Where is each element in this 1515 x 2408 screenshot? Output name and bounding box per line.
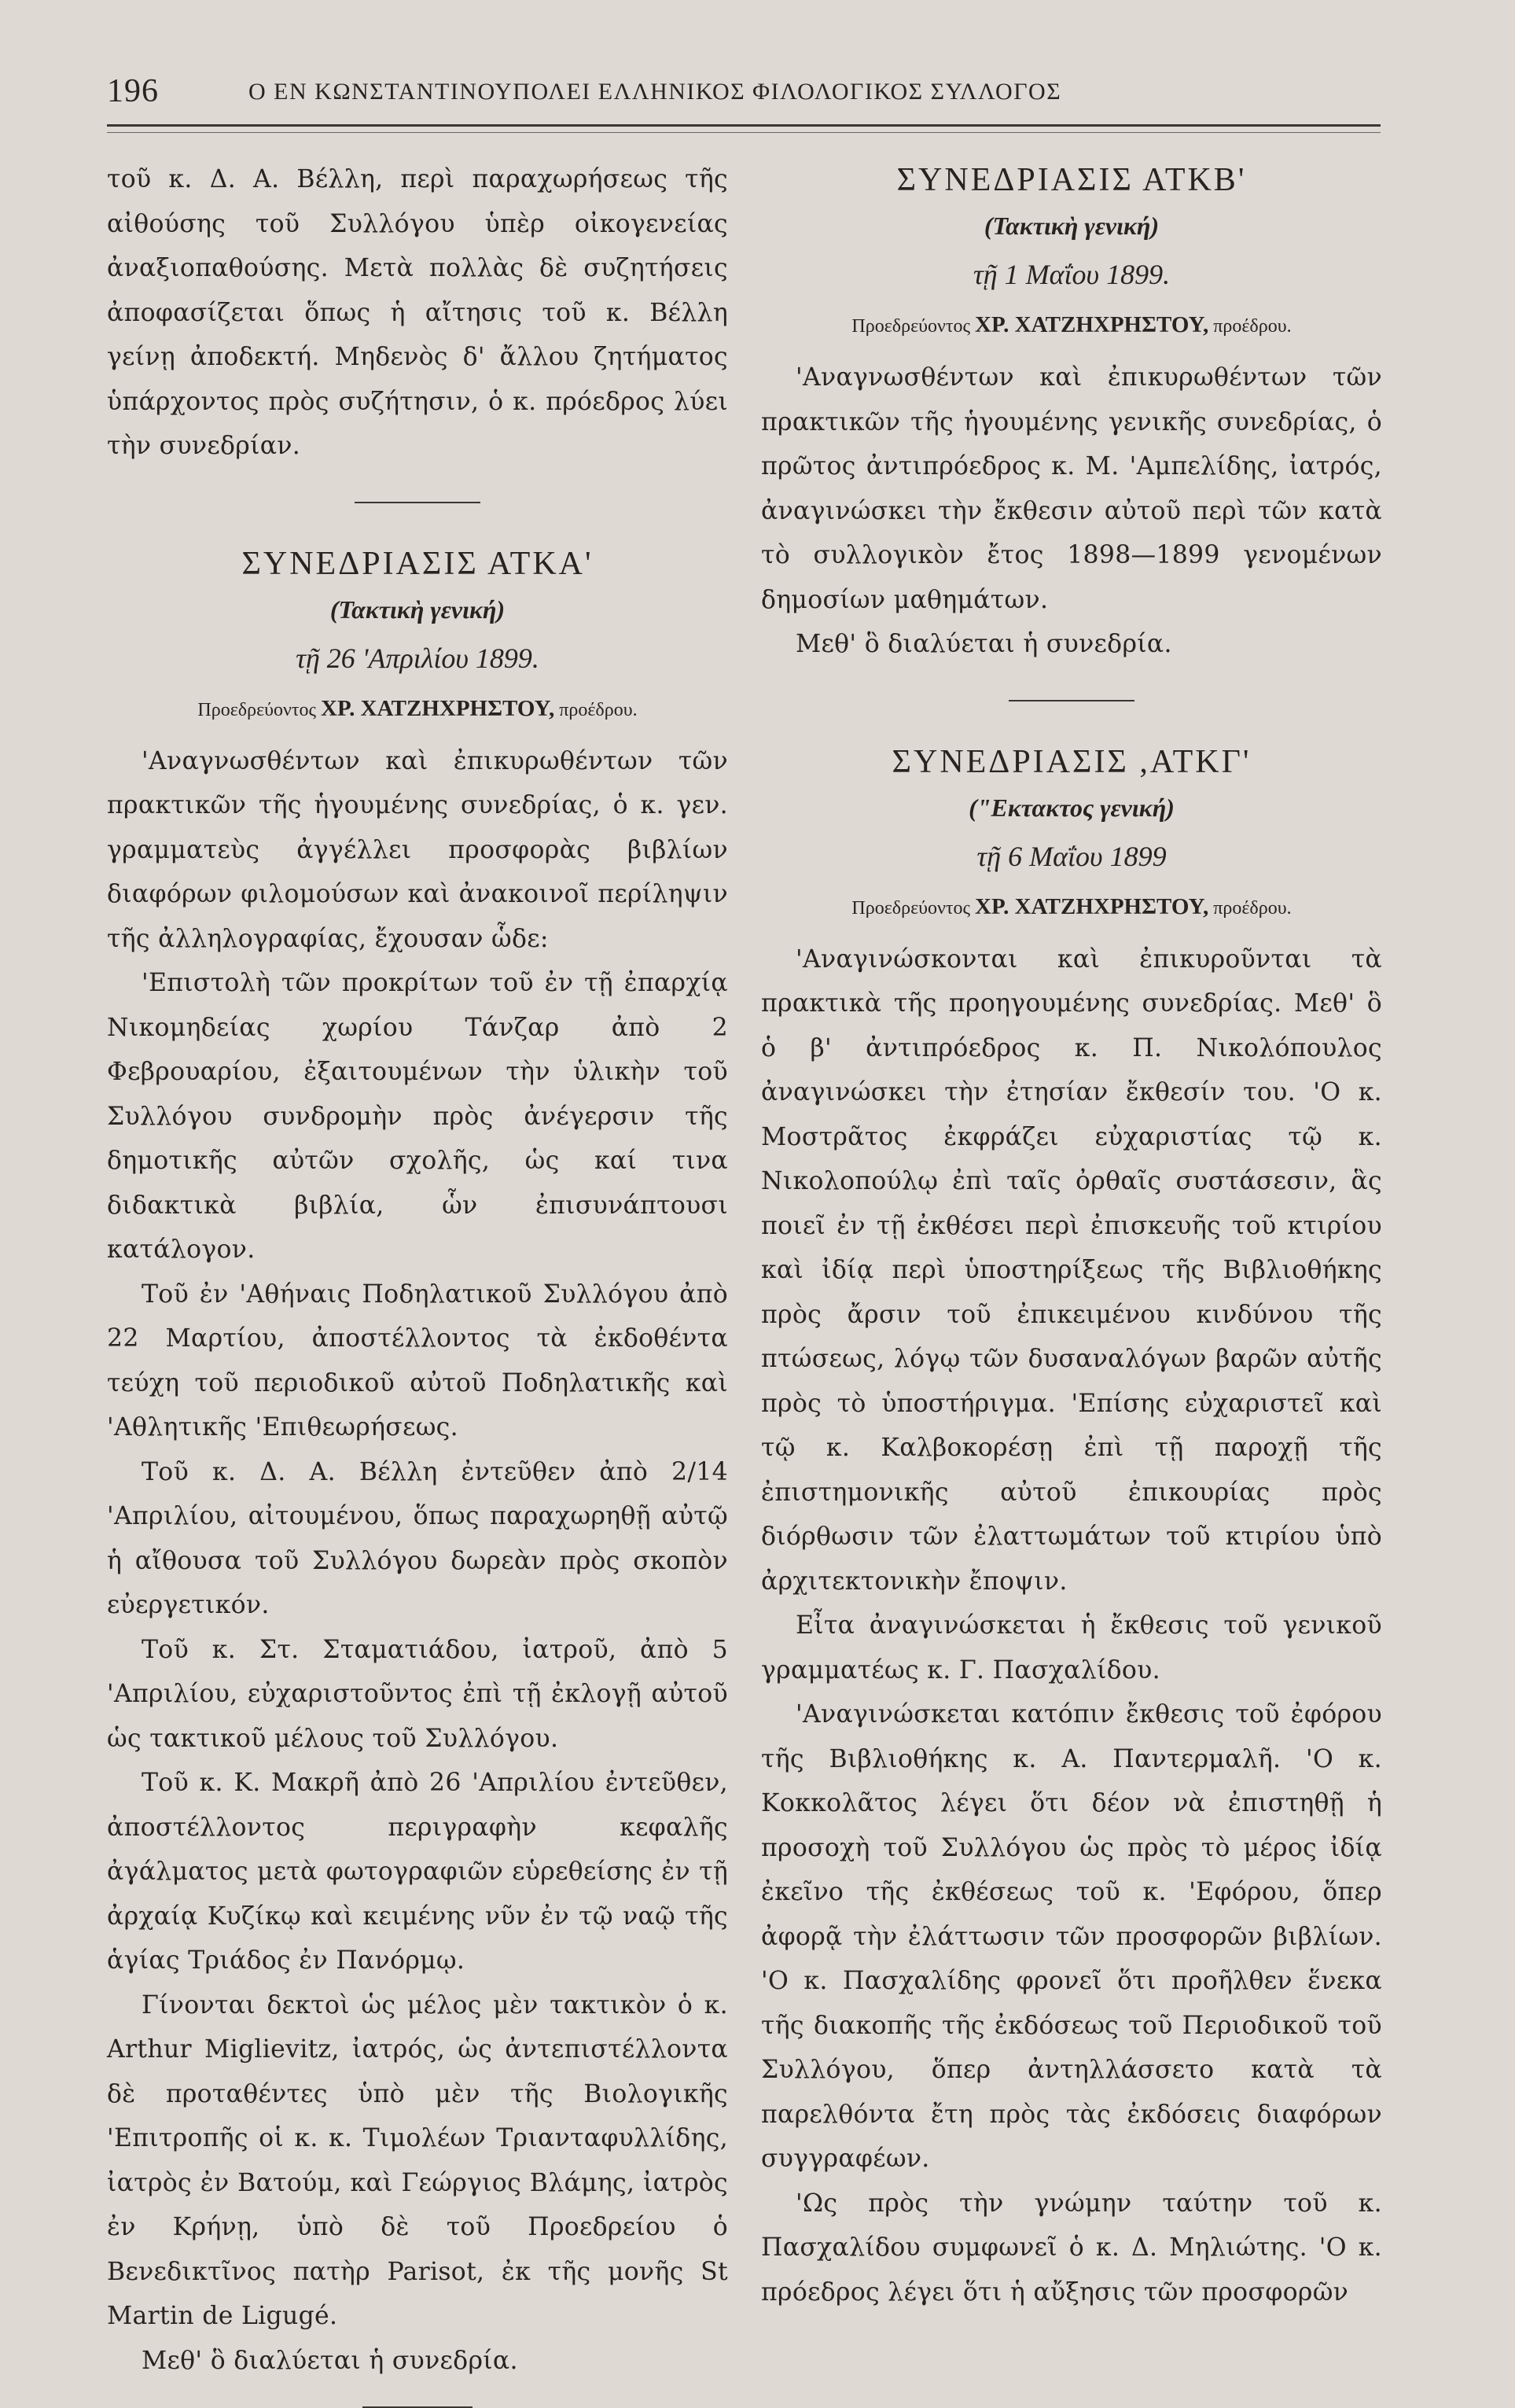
paragraph: 'Αναγνωσθέντων καὶ ἐπικυρωθέντων τῶν πρακτικῶν τῆς ἡγουμένης γενικῆς συνεδρίας, ὁ πρῶτος ἀντιπρόεδρος κ. Μ. 'Αμπελίδης, ἰατρός, ἀναγινώσκει τὴν ἔκθεσιν αὐτοῦ περὶ τῶν κατὰ τὸ συλλογικὸν ἔτος 1898—1899 γενομένων δημοσίων μαθημάτων.	[761, 363, 1382, 614]
paragraph: 'Ως πρὸς τὴν γνώμην ταύτην τοῦ κ. Πασχαλίδου συμφωνεῖ ὁ κ. Δ. Μηλιώτης. 'Ο κ. πρόεδρος λέγει ὅτι ἡ αὔξησις τῶν προσφορῶν	[761, 2189, 1382, 2307]
paragraph: Τοῦ κ. Κ. Μακρῆ ἀπὸ 26 'Απριλίου ἐντεῦθεν, ἀποστέλλοντος περιγραφὴν κεφαλῆς ἀγάλματος μετὰ φωτογραφιῶν εὑρεθείσης ἐν τῇ ἀρχαίᾳ Κυζίκῳ καὶ κειμένης νῦν ἐν τῷ ναῷ τῆς ἁγίας Τριάδος ἐν Πανόρμῳ.	[107, 1769, 728, 1975]
page-number: 196	[107, 73, 159, 109]
chair-prefix: Προεδρεύοντος	[197, 699, 317, 720]
chair-name: ΧΡ. ΧΑΤΖΗΧΡΗΣΤΟΥ,	[975, 893, 1209, 919]
session-type: (Τακτικὴ γενική)	[329, 595, 506, 624]
paragraph: 'Αναγινώσκονται καὶ ἐπικυροῦνται τὰ πρακτικὰ τῆς προηγουμένης συνεδρίας. Μεθ' ὃ ὁ β' ἀντιπρόεδρος κ. Π. Νικολόπουλος ἀναγινώσκει τὴν ἐτησίαν ἔκθεσίν του. 'Ο κ. Μοστρᾶτος ἐκφράζει εὐχαριστίας τῷ κ. Νικολοπούλῳ ἐπὶ ταῖς ὀρθαῖς συστάσεσιν, ἃς ποιεῖ ἐν τῇ ἐκθέσει περὶ ἐπισκευῆς τοῦ κτιρίου καὶ ἰδίᾳ περὶ ὑποστηρίξεως τῆς Βιβλιοθήκης πρὸς ἄρσιν τοῦ ἐπικειμένου κινδύνου τῆς πτώσεως, λόγῳ τῶν δυσαναλόγων βαρῶν αὐτῆς πρὸς τὸ ὑποστήριγμα. 'Επίσης εὐχαριστεῖ καὶ τῷ κ. Καλβοκορέσῃ ἐπὶ τῇ παροχῇ τῆς ἐπιστημονικῆς αὐτοῦ ἐπικουρίας πρὸς διόρθωσιν τῶν ἐλαττωμάτων τοῦ κτιρίου ὑπὸ ἀρχιτεκτονικὴν ἔποψιν.	[761, 944, 1382, 1596]
header-rule	[107, 124, 1381, 127]
header-rule-thin	[107, 132, 1381, 133]
paragraph: Μεθ' ὃ διαλύεται ἡ συνεδρία.	[796, 630, 1172, 658]
paragraph: Εἶτα ἀναγινώσκεται ἡ ἔκθεσις τοῦ γενικοῦ γραμματέως κ. Γ. Πασχαλίδου.	[761, 1611, 1382, 1684]
paragraph: Τοῦ κ. Δ. Α. Βέλλη ἐντεῦθεν ἀπὸ 2/14 'Απριλίου, αἰτουμένου, ὅπως παραχωρηθῇ αὐτῷ ἡ αἴθουσα τοῦ Συλλόγου δωρεὰν πρὸς σκοπὸν εὐεργετικόν.	[107, 1457, 728, 1619]
session-heading-atka	[107, 541, 728, 735]
session-heading-atkg	[761, 739, 1382, 933]
chair-prefix: Προεδρεύοντος	[851, 897, 971, 919]
paragraph: Γίνονται δεκτοὶ ὡς μέλος μὲν τακτικὸν ὁ κ. Arthur Miglievitz, ἰατρός, ὡς ἀντεπιστέλλοντα δὲ προταθέντες ὑπὸ μὲν τῆς Βιολογικῆς 'Επιτροπῆς οἱ κ. κ. Τιμολέων Τριανταφυλλίδης, ἰατρὸς ἐν Βατούμ, καὶ Γεώργιος Βλάμης, ἰατρὸς ἐν Κρήνῃ, ὑπὸ δὲ τοῦ Προεδρείου ὁ Βενεδικτῖνος πατὴρ Parisot, ἐκ τῆς μονῆς St Martin de Ligugé.	[107, 1990, 728, 2330]
chair-suffix: προέδρου.	[1213, 316, 1292, 337]
session-date: τῇ 1 Μαΐου 1899.	[973, 259, 1171, 290]
continued-paragraph: τοῦ κ. Δ. Α. Βέλλη, περὶ παραχωρήσεως τῆς αἰθούσης τοῦ Συλλόγου ὑπὲρ οἰκογενείας ἀναξιοπαθούσης. Μετὰ πολλὰς δὲ συζητήσεις ἀποφασίζεται ὅπως ἡ αἴτησις τοῦ κ. Βέλλη γείνῃ ἀποδεκτή. Μηδενὸς δ' ἄλλου ζητήματος ὑπάρχοντος πρὸς συζήτησιν, ὁ κ. πρόεδρος λύει τὴν συνεδρίαν.	[107, 165, 728, 460]
page-header	[107, 72, 1381, 120]
paragraph: 'Αναγινώσκεται κατόπιν ἔκθεσις τοῦ ἐφόρου τῆς Βιβλιοθήκης κ. Α. Παντερμαλῆ. 'Ο κ. Κοκκολᾶτος λέγει ὅτι δέον νὰ ἐπιστηθῇ ἡ προσοχὴ τοῦ Συλλόγου ὡς πρὸς τὸ μέρος ἰδίᾳ ἐκεῖνο τῆς ἐκθέσεως τοῦ κ. 'Εφόρου, ὅπερ ἀφορᾷ τὴν ἐλάττωσιν τῶν προσφορῶν βιβλίων. 'Ο κ. Πασχαλίδης φρονεῖ ὅτι προῆλθεν ἕνεκα τῆς διακοπῆς τῆς ἐκδόσεως τοῦ Περιοδικοῦ τοῦ Συλλόγου, ὅπερ ἀντηλλάσσετο κατὰ τὰ παρελθόντα ἔτη πρὸς τὰς ἐκδόσεις διαφόρων συγγραφέων.	[761, 1700, 1382, 2173]
chair-suffix: προέδρου.	[559, 699, 638, 720]
right-column	[761, 157, 1382, 2307]
section-divider	[1009, 700, 1134, 701]
session-title: ΣΥΝΕΔΡΙΑΣΙΣ ΑΤΚΑ'	[241, 545, 594, 582]
session-chair	[761, 882, 1382, 933]
session-date: τῇ 6 Μαΐου 1899	[976, 840, 1167, 872]
session-type: (Τακτικὴ γενική)	[984, 212, 1160, 240]
running-title: Ο ΕΝ ΚΩΝΣΤΑΝΤΙΝΟΥΠΟΛΕΙ ΕΛΛΗΝΙΚΟΣ ΦΙΛΟΛΟΓΙΚΟΣ ΣΥΛΛΟΓΟΣ	[248, 79, 1062, 105]
paragraph: Τοῦ ἐν 'Αθήναις Ποδηλατικοῦ Συλλόγου ἀπὸ 22 Μαρτίου, ἀποστέλλοντος τὰ ἐκδοθέντα τεύχη τοῦ περιοδικοῦ αὐτοῦ Ποδηλατικῆς καὶ 'Αθλητικῆς 'Επιθεωρήσεως.	[107, 1279, 728, 1441]
chair-name: ΧΡ. ΧΑΤΖΗΧΡΗΣΤΟΥ,	[975, 312, 1209, 337]
session-date: τῇ 26 'Απριλίου 1899.	[296, 642, 539, 674]
paragraph: Μεθ' ὃ διαλύεται ἡ συνεδρία.	[142, 2346, 518, 2375]
session-title: ΣΥΝΕΔΡΙΑΣΙΣ ΑΤΚΒ'	[896, 162, 1247, 198]
paragraph: 'Αναγνωσθέντων καὶ ἐπικυρωθέντων τῶν πρακτικῶν τῆς ἡγουμένης συνεδρίας, ὁ κ. γεν. γραμματεὺς ἀγγέλλει προσφορὰς βιβλίων διαφόρων φιλομούσων καὶ ἀνακοινοῖ περίληψιν τῆς ἀλληλογραφίας, ἔχουσαν ὧδε:	[107, 746, 728, 953]
session-type: ("Εκτακτος γενική)	[969, 793, 1175, 822]
paragraph: Τοῦ κ. Στ. Σταματιάδου, ἰατροῦ, ἀπὸ 5 'Απριλίου, εὐχαριστοῦντος ἐπὶ τῇ ἐκλογῇ αὐτοῦ ὡς τακτικοῦ μέλους τοῦ Συλλόγου.	[107, 1635, 728, 1753]
section-divider	[355, 502, 480, 503]
session-chair	[107, 684, 728, 735]
session-chair	[761, 300, 1382, 351]
session-title: ΣΥΝΕΔΡΙΑΣΙΣ ,ΑΤΚΓ'	[892, 743, 1252, 780]
session-heading-atkb	[761, 157, 1382, 351]
paragraph: 'Επιστολὴ τῶν προκρίτων τοῦ ἐν τῇ ἐπαρχίᾳ Νικομηδείας χωρίου Τάνζαρ ἀπὸ 2 Φεβρουαρίου, ἐξαιτουμένων τὴν ὑλικὴν τοῦ Συλλόγου συνδρομὴν πρὸς ἀνέγερσιν τῆς δημοτικῆς αὐτῶν σχολῆς, ὡς καί τινα διδακτικὰ βιβλία, ὧν ἐπισυνάπτουσι κατάλογον.	[107, 969, 728, 1264]
left-column	[107, 157, 728, 2375]
chair-name: ΧΡ. ΧΑΤΖΗΧΡΗΣΤΟΥ,	[321, 695, 555, 721]
chair-suffix: προέδρου.	[1213, 897, 1292, 919]
chair-prefix: Προεδρεύοντος	[851, 316, 971, 337]
